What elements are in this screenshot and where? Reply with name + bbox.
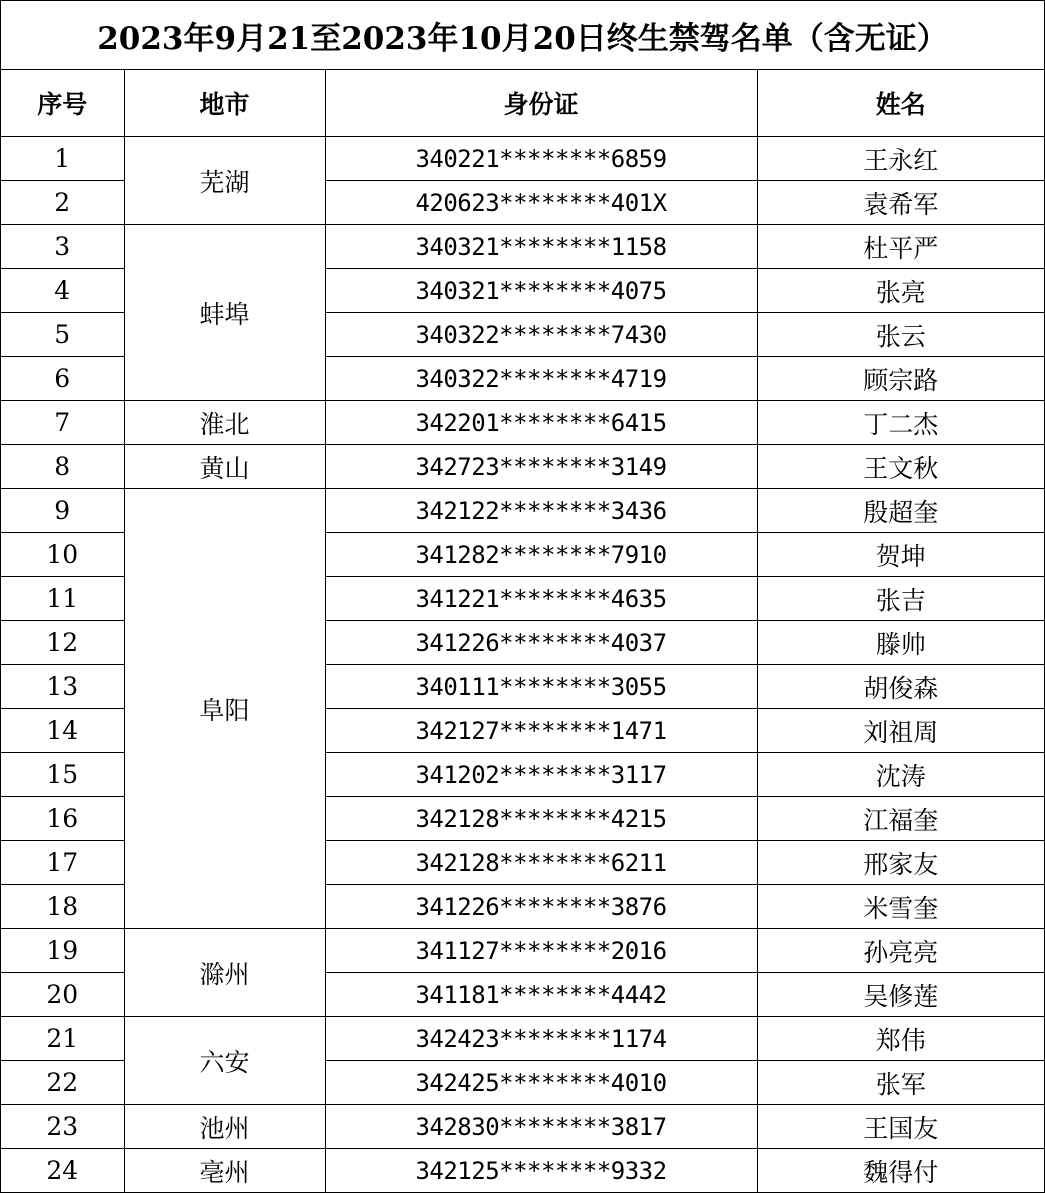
city-cell: 亳州 bbox=[124, 1149, 325, 1193]
header-name: 姓名 bbox=[757, 70, 1044, 137]
person-name-cell: 丁二杰 bbox=[757, 401, 1044, 445]
row-number: 24 bbox=[1, 1149, 124, 1193]
city-cell: 滁州 bbox=[124, 929, 325, 1017]
row-number: 5 bbox=[1, 313, 124, 357]
row-number: 12 bbox=[1, 621, 124, 665]
person-name-cell: 袁希军 bbox=[757, 181, 1044, 225]
row-number: 7 bbox=[1, 401, 124, 445]
id-number-cell: 341181********4442 bbox=[325, 973, 757, 1017]
person-name-cell: 刘祖周 bbox=[757, 709, 1044, 753]
city-cell: 芜湖 bbox=[124, 137, 325, 225]
table-row bbox=[1, 489, 1044, 533]
person-name-cell: 顾宗路 bbox=[757, 357, 1044, 401]
person-name-cell: 贺坤 bbox=[757, 533, 1044, 577]
person-name-cell: 张吉 bbox=[757, 577, 1044, 621]
row-number: 16 bbox=[1, 797, 124, 841]
person-name-cell: 王国友 bbox=[757, 1105, 1044, 1149]
table-row bbox=[1, 929, 1044, 973]
row-number: 19 bbox=[1, 929, 124, 973]
person-name-cell: 孙亮亮 bbox=[757, 929, 1044, 973]
id-number-cell: 342128********4215 bbox=[325, 797, 757, 841]
id-number-cell: 341226********4037 bbox=[325, 621, 757, 665]
city-cell: 池州 bbox=[124, 1105, 325, 1149]
row-number: 2 bbox=[1, 181, 124, 225]
city-cell: 淮北 bbox=[124, 401, 325, 445]
person-name-cell: 王永红 bbox=[757, 137, 1044, 181]
person-name-cell: 殷超奎 bbox=[757, 489, 1044, 533]
row-number: 8 bbox=[1, 445, 124, 489]
person-name-cell: 滕帅 bbox=[757, 621, 1044, 665]
row-number: 1 bbox=[1, 137, 124, 181]
city-cell: 蚌埠 bbox=[124, 225, 325, 401]
header-row bbox=[1, 70, 1044, 137]
person-name-cell: 张云 bbox=[757, 313, 1044, 357]
person-name-cell: 胡俊森 bbox=[757, 665, 1044, 709]
row-number: 13 bbox=[1, 665, 124, 709]
id-number-cell: 341282********7910 bbox=[325, 533, 757, 577]
row-number: 15 bbox=[1, 753, 124, 797]
city-cell: 黄山 bbox=[124, 445, 325, 489]
person-name-cell: 杜平严 bbox=[757, 225, 1044, 269]
row-number: 9 bbox=[1, 489, 124, 533]
row-number: 14 bbox=[1, 709, 124, 753]
ban-list-table bbox=[1, 70, 1044, 1192]
id-number-cell: 340321********1158 bbox=[325, 225, 757, 269]
id-number-cell: 341202********3117 bbox=[325, 753, 757, 797]
id-number-cell: 341221********4635 bbox=[325, 577, 757, 621]
person-name-cell: 沈涛 bbox=[757, 753, 1044, 797]
person-name-cell: 王文秋 bbox=[757, 445, 1044, 489]
row-number: 3 bbox=[1, 225, 124, 269]
person-name-cell: 张军 bbox=[757, 1061, 1044, 1105]
row-number: 20 bbox=[1, 973, 124, 1017]
row-number: 23 bbox=[1, 1105, 124, 1149]
id-number-cell: 341127********2016 bbox=[325, 929, 757, 973]
header-no: 序号 bbox=[1, 70, 124, 137]
id-number-cell: 342128********6211 bbox=[325, 841, 757, 885]
table-row bbox=[1, 137, 1044, 181]
city-cell: 阜阳 bbox=[124, 489, 325, 929]
table-row bbox=[1, 1105, 1044, 1149]
person-name-cell: 郑伟 bbox=[757, 1017, 1044, 1061]
id-number-cell: 420623********401X bbox=[325, 181, 757, 225]
id-number-cell: 342122********3436 bbox=[325, 489, 757, 533]
id-number-cell: 340111********3055 bbox=[325, 665, 757, 709]
id-number-cell: 340322********7430 bbox=[325, 313, 757, 357]
header-city: 地市 bbox=[124, 70, 325, 137]
row-number: 11 bbox=[1, 577, 124, 621]
row-number: 6 bbox=[1, 357, 124, 401]
header-id: 身份证 bbox=[325, 70, 757, 137]
id-number-cell: 342830********3817 bbox=[325, 1105, 757, 1149]
row-number: 18 bbox=[1, 885, 124, 929]
person-name-cell: 米雪奎 bbox=[757, 885, 1044, 929]
person-name-cell: 张亮 bbox=[757, 269, 1044, 313]
row-number: 10 bbox=[1, 533, 124, 577]
id-number-cell: 342425********4010 bbox=[325, 1061, 757, 1105]
id-number-cell: 342127********1471 bbox=[325, 709, 757, 753]
id-number-cell: 342201********6415 bbox=[325, 401, 757, 445]
city-cell: 六安 bbox=[124, 1017, 325, 1105]
id-number-cell: 340321********4075 bbox=[325, 269, 757, 313]
table-row bbox=[1, 445, 1044, 489]
id-number-cell: 340221********6859 bbox=[325, 137, 757, 181]
id-number-cell: 342125********9332 bbox=[325, 1149, 757, 1193]
person-name-cell: 邢家友 bbox=[757, 841, 1044, 885]
id-number-cell: 341226********3876 bbox=[325, 885, 757, 929]
document-title: 2023年9月21至2023年10月20日终生禁驾名单（含无证） bbox=[1, 1, 1044, 70]
row-number: 21 bbox=[1, 1017, 124, 1061]
person-name-cell: 魏得付 bbox=[757, 1149, 1044, 1193]
row-number: 17 bbox=[1, 841, 124, 885]
id-number-cell: 340322********4719 bbox=[325, 357, 757, 401]
row-number: 4 bbox=[1, 269, 124, 313]
table-row bbox=[1, 225, 1044, 269]
id-number-cell: 342423********1174 bbox=[325, 1017, 757, 1061]
table-row bbox=[1, 1149, 1044, 1193]
id-number-cell: 342723********3149 bbox=[325, 445, 757, 489]
table-row bbox=[1, 1017, 1044, 1061]
person-name-cell: 吴修莲 bbox=[757, 973, 1044, 1017]
row-number: 22 bbox=[1, 1061, 124, 1105]
table-row bbox=[1, 401, 1044, 445]
person-name-cell: 江福奎 bbox=[757, 797, 1044, 841]
table-body bbox=[1, 137, 1044, 1193]
